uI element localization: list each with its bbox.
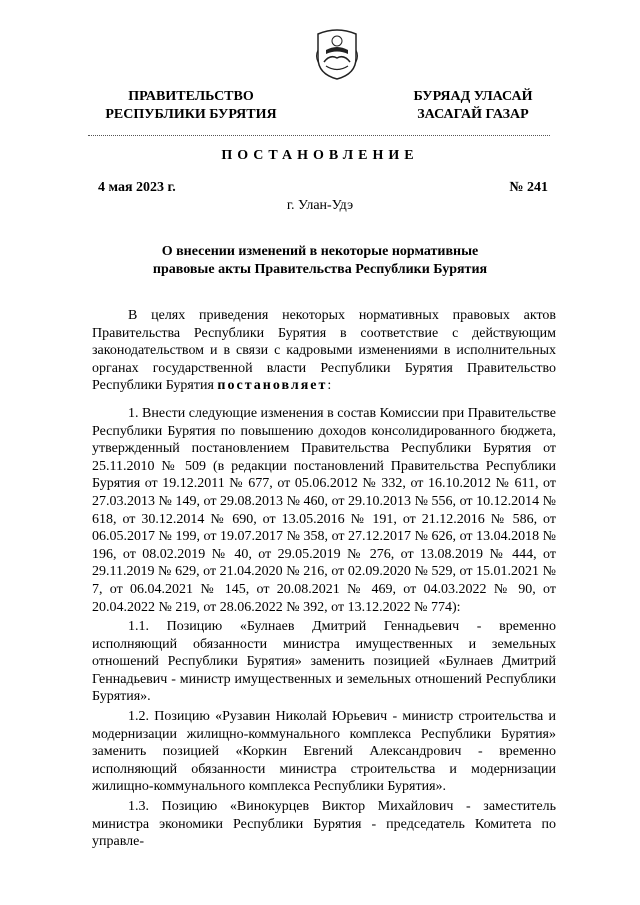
- document-kind: ПОСТАНОВЛЕНИЕ: [221, 148, 419, 163]
- title-line2: правовые акты Правительства Республики Бурятия: [152, 262, 488, 277]
- paragraph-1-2: 1.2. Позицию «Рузавин Николай Юрьевич - министр строительства и модернизации жилищно-коммунального комплекса Республики Бурятия» заменить позицией «Коркин Евгений Александрович - временно исполняющий обязанности министра строительства и модернизации жилищно-коммунального комплекса Республики Бурятия».: [92, 709, 556, 795]
- header-right-line1: БУРЯАД УЛАСАЙ: [413, 89, 533, 104]
- paragraph-1: 1. Внести следующие изменения в состав Комиссии при Правительстве Республики Бурятия по повышению доходов консолидированного бюджета, утвержденный постановлением Правительства Республики Бурятия от 25.11.2010 № 509 (в редакции постановлений Правительства Республики Бурятия от 19.12.2011 № 677, от 05.06.2012 № 332, от 16.10.2012 № 611, от 27.03.2013 № 149, от 29.08.2013 № 460, от 29.10.2013 № 556, от 10.12.2014 № 618, от 30.12.2014 № 690, от 13.05.2016 № 191, от 21.12.2016 № 586, от 06.05.2017 № 199, от 19.07.2017 № 358, от 27.12.2017 № 626, от 13.04.2018 № 196, от 08.02.2019 № 40, от 29.05.2019 № 276, от 13.08.2019 № 444, от 29.11.2019 № 629, от 21.04.2020 № 216, от 02.09.2020 № 529, от 15.01.2021 № 7, от 06.04.2021 № 145, от 20.08.2021 № 469, от 04.03.2022 № 90, от 20.04.2022 № 219, от 28.06.2022 № 392, от 13.12.2022 № 774):: [92, 405, 556, 615]
- coat-of-arms-icon: [314, 28, 360, 80]
- paragraph-1-3: 1.3. Позицию «Винокурцев Виктор Михайлович - заместитель министра экономики Республики Бурятия - председатель Комитета по управле-: [92, 799, 556, 850]
- decree-colon: :: [327, 378, 332, 394]
- decree-word: постановляет: [217, 378, 328, 394]
- document-date: 4 мая 2023 г.: [98, 180, 176, 195]
- intro-paragraph: [92, 307, 556, 395]
- document-body: [92, 307, 556, 853]
- paragraph-1-1: 1.1. Позицию «Булнаев Дмитрий Геннадьевич - временно исполняющий обязанности министра имущественных и земельных отношений Республики Бурятия» заменить позицией «Булнаев Дмитрий Геннадьевич - министр имущественных и земельных отношений Республики Бурятия».: [92, 619, 556, 705]
- title-line1: О внесении изменений в некоторые нормативные: [161, 244, 479, 259]
- header-left-line2: РЕСПУБЛИКИ БУРЯТИЯ: [105, 107, 277, 122]
- header-left-line1: ПРАВИТЕЛЬСТВО: [128, 89, 254, 104]
- header-right-line2: ЗАСАГАЙ ГАЗАР: [417, 107, 529, 122]
- document-number: № 241: [509, 180, 548, 195]
- government-name-ru: [86, 88, 296, 124]
- header-divider: [88, 135, 550, 136]
- document-title: [120, 243, 520, 279]
- document-city: г. Улан-Удэ: [286, 198, 354, 213]
- intro-text: В целях приведения некоторых нормативных правовых актов Правительства Республики Бурятия в соответствие с действующим законодательством и в связи с кадровыми изменениями в исполнительных органах государственной власти Республики Бурятия Правительство Республики Бурятия: [92, 308, 556, 394]
- government-name-bua: [398, 88, 548, 124]
